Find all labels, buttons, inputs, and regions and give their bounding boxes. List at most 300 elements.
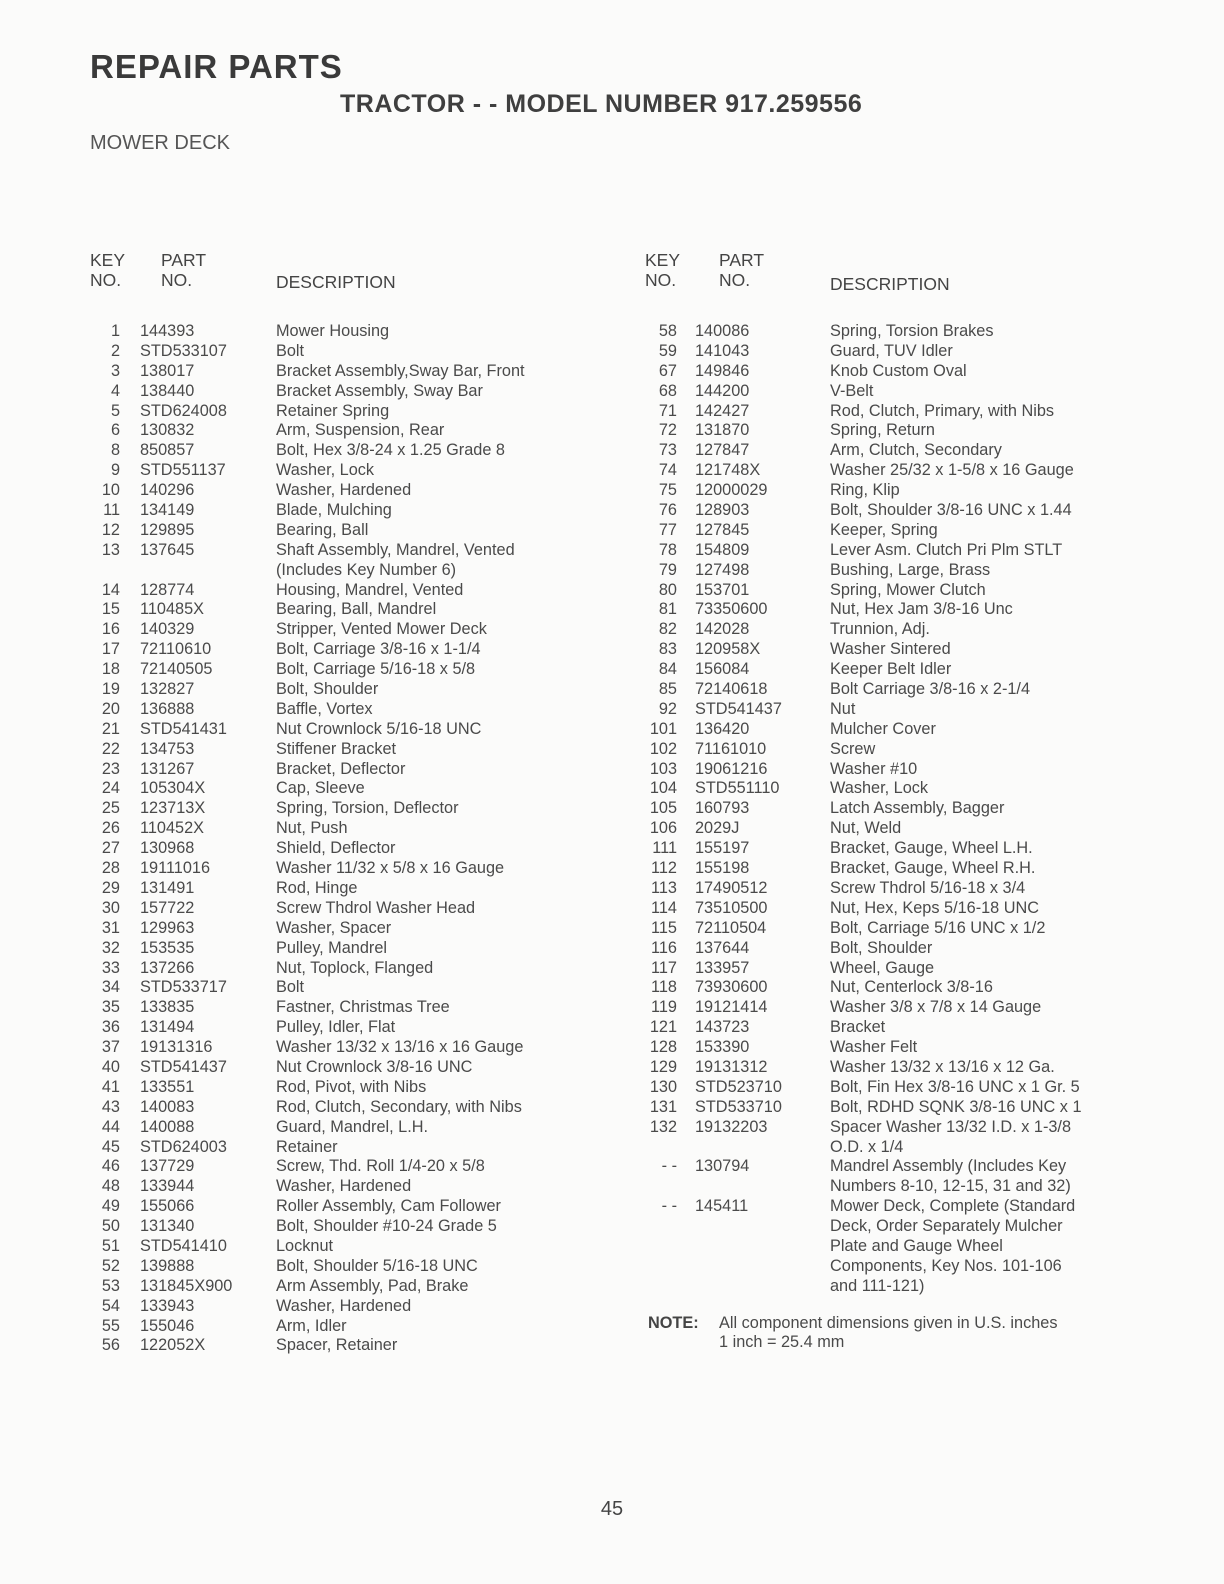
description-cell: Screw Thdrol 5/16-18 x 3/4 — [830, 878, 1026, 897]
table-row — [90, 1038, 590, 1058]
table-row — [645, 362, 1145, 382]
header-key-no: NO. — [90, 270, 122, 290]
key-no-cell: 72 — [658, 421, 677, 440]
key-no-cell: 80 — [658, 580, 677, 599]
description-cell: Pulley, Idler, Flat — [276, 1018, 396, 1037]
description-cell: Baffle, Vortex — [276, 699, 373, 718]
table-row — [90, 521, 590, 541]
description-cell: Nut, Hex, Keps 5/16-18 UNC — [830, 898, 1040, 917]
description-cell: Spring, Torsion, Deflector — [276, 799, 459, 818]
table-body — [645, 322, 1145, 1297]
table-row — [645, 1098, 1145, 1118]
key-no-cell: 52 — [101, 1256, 120, 1275]
key-no-cell: 132 — [649, 1117, 677, 1136]
key-no-cell: 71 — [658, 401, 677, 420]
part-no-cell: 157722 — [140, 898, 195, 917]
part-no-cell: 73510500 — [695, 898, 768, 917]
description-cell: Bolt, Shoulder #10-24 Grade 5 — [276, 1217, 497, 1236]
key-no-cell: 36 — [101, 1018, 120, 1037]
table-row — [645, 779, 1145, 799]
part-no-cell: 127847 — [695, 441, 750, 460]
key-no-cell: 92 — [658, 699, 677, 718]
part-no-cell: 137644 — [695, 938, 750, 957]
part-no-cell: 128774 — [140, 580, 195, 599]
description-cell: Roller Assembly, Cam Follower — [276, 1197, 501, 1216]
part-no-cell: 127845 — [695, 520, 750, 539]
table-row — [645, 640, 1145, 660]
table-row — [90, 581, 590, 601]
part-no-cell: 142028 — [695, 620, 750, 639]
part-no-cell: 131870 — [695, 421, 750, 440]
table-row — [645, 581, 1145, 601]
description-cell: Guard, TUV Idler — [830, 341, 953, 360]
header-part: PART — [719, 250, 765, 270]
table-row — [90, 839, 590, 859]
table-row — [90, 1297, 590, 1317]
part-no-cell: 140086 — [695, 322, 750, 340]
header-part-no: NO. — [719, 270, 751, 290]
description-cell: Washer Felt — [830, 1038, 918, 1057]
key-no-cell: 3 — [110, 361, 120, 380]
description-cell: Washer, Hardened — [276, 481, 412, 500]
key-no-cell: 103 — [649, 759, 677, 778]
part-no-cell: 19061216 — [695, 759, 768, 778]
part-no-cell: 133835 — [140, 998, 195, 1017]
parts-table-left — [90, 250, 590, 1356]
key-no-cell: 82 — [658, 620, 677, 639]
description-cell: Screw — [830, 739, 876, 758]
part-no-cell: 134753 — [140, 739, 195, 758]
part-no-cell: 137645 — [140, 540, 195, 559]
description-cell: Shield, Deflector — [276, 839, 396, 858]
key-no-cell: 5 — [110, 401, 120, 420]
header-key: KEY — [645, 250, 681, 270]
key-no-cell: 68 — [658, 381, 677, 400]
key-no-cell: 106 — [649, 819, 677, 838]
table-row — [90, 700, 590, 720]
table-row — [645, 1197, 1145, 1217]
part-no-cell: 123713X — [140, 799, 206, 818]
part-no-cell: 131494 — [140, 1018, 195, 1037]
part-no-cell: STD551137 — [140, 461, 226, 480]
table-row — [90, 1118, 590, 1138]
table-row — [645, 501, 1145, 521]
part-no-cell: 131491 — [140, 878, 195, 897]
part-no-cell: 140329 — [140, 620, 195, 639]
part-no-cell: 137729 — [140, 1157, 195, 1176]
dimension-note — [645, 1314, 1145, 1358]
key-no-cell: 130 — [649, 1077, 677, 1096]
table-row — [90, 441, 590, 461]
table-row — [90, 939, 590, 959]
part-no-cell: 19121414 — [695, 998, 768, 1017]
page-title: REPAIR PARTS — [90, 48, 343, 85]
table-row — [645, 1018, 1145, 1038]
table-row — [645, 541, 1145, 561]
part-no-cell: 145411 — [695, 1197, 749, 1216]
part-no-cell: 71161010 — [695, 739, 767, 758]
table-row — [645, 959, 1145, 979]
note-line-1: All component dimensions given in U.S. inches — [719, 1313, 1058, 1332]
part-no-cell: 73930600 — [695, 978, 768, 997]
table-row — [645, 342, 1145, 362]
key-no-cell: 77 — [658, 520, 677, 539]
table-row — [90, 541, 590, 561]
description-cell: Nut, Toplock, Flanged — [276, 958, 434, 977]
key-no-cell: 40 — [101, 1057, 120, 1076]
table-row — [90, 1197, 590, 1217]
key-no-cell: 101 — [649, 719, 677, 738]
description-cell: Bolt, Shoulder 5/16-18 UNC — [276, 1256, 478, 1275]
table-row — [645, 441, 1145, 461]
description-cell: Bracket, Gauge, Wheel L.H. — [830, 839, 1033, 858]
key-no-cell: 49 — [101, 1197, 120, 1216]
key-no-cell: 58 — [658, 322, 677, 340]
table-row — [645, 919, 1145, 939]
description-cell: Arm, Idler — [276, 1316, 347, 1335]
part-no-cell: 19131312 — [695, 1057, 768, 1076]
table-row — [90, 720, 590, 740]
description-cell: Washer 13/32 x 13/16 x 16 Gauge — [276, 1038, 524, 1057]
table-row — [90, 879, 590, 899]
table-row — [90, 959, 590, 979]
description-cell: Bushing, Large, Brass — [830, 560, 991, 579]
part-no-cell: 130968 — [140, 839, 195, 858]
description-cell: Mulcher Cover — [830, 719, 936, 738]
part-no-cell: 121748X — [695, 461, 761, 480]
key-no-cell: 46 — [101, 1157, 120, 1176]
table-row — [90, 1317, 590, 1337]
table-row — [90, 561, 590, 581]
description-cell: Spring, Return — [830, 421, 935, 440]
part-no-cell: STD533107 — [140, 341, 227, 360]
key-no-cell: 41 — [101, 1077, 120, 1096]
part-no-cell: 131267 — [140, 759, 195, 778]
part-no-cell: STD533710 — [695, 1097, 782, 1116]
section-heading: MOWER DECK — [90, 132, 230, 154]
part-no-cell: 137266 — [140, 958, 195, 977]
table-row — [645, 1177, 1145, 1197]
table-row — [90, 362, 590, 382]
table-row — [90, 421, 590, 441]
part-no-cell: STD541437 — [695, 699, 782, 718]
key-no-cell: 55 — [101, 1316, 120, 1335]
part-no-cell: 12000029 — [695, 481, 768, 500]
table-row — [645, 1058, 1145, 1078]
description-cell: O.D. x 1/4 — [830, 1137, 904, 1156]
key-no-cell: - - — [661, 1197, 677, 1216]
description-cell: Bolt, Shoulder — [830, 938, 933, 957]
key-no-cell: 1 — [110, 322, 120, 340]
part-no-cell: 136888 — [140, 699, 195, 718]
table-row — [645, 700, 1145, 720]
description-cell: Rod, Clutch, Secondary, with Nibs — [276, 1097, 522, 1116]
table-row — [645, 1277, 1145, 1297]
part-no-cell: 155197 — [695, 839, 750, 858]
part-no-cell: 153701 — [695, 580, 750, 599]
description-cell: Washer, Spacer — [276, 918, 392, 937]
key-no-cell: 33 — [101, 958, 120, 977]
key-no-cell: 20 — [101, 699, 120, 718]
table-row — [645, 978, 1145, 998]
description-cell: Mower Deck, Complete (Standard — [830, 1197, 1076, 1216]
description-cell: Washer 13/32 x 13/16 x 12 Ga. — [830, 1057, 1055, 1076]
table-row — [645, 1157, 1145, 1177]
key-no-cell: 34 — [101, 978, 120, 997]
header-part: PART — [161, 250, 207, 270]
description-cell: Wheel, Gauge — [830, 958, 935, 977]
description-cell: Bracket, Deflector — [276, 759, 406, 778]
table-row — [645, 481, 1145, 501]
part-no-cell: STD624003 — [140, 1137, 227, 1156]
part-no-cell: 105304X — [140, 779, 206, 798]
key-no-cell: 2 — [110, 341, 120, 360]
key-no-cell: 83 — [658, 640, 677, 659]
table-row — [90, 640, 590, 660]
table-row — [645, 1237, 1145, 1257]
page-number: 45 — [600, 1498, 624, 1520]
key-no-cell: 114 — [651, 898, 677, 917]
key-no-cell: 14 — [101, 580, 120, 599]
key-no-cell: 128 — [649, 1038, 677, 1057]
key-no-cell: 17 — [101, 640, 120, 659]
part-no-cell: 17490512 — [695, 878, 768, 897]
description-cell: Nut — [830, 699, 856, 718]
key-no-cell: 27 — [101, 839, 120, 858]
key-no-cell: 10 — [101, 481, 120, 500]
key-no-cell: 116 — [651, 938, 677, 957]
part-no-cell: 72140505 — [140, 660, 213, 679]
part-no-cell: 133551 — [140, 1077, 195, 1096]
key-no-cell: 56 — [101, 1336, 120, 1355]
model-subtitle: TRACTOR - - MODEL NUMBER 917.259556 — [340, 90, 863, 118]
table-row — [90, 402, 590, 422]
description-cell: Spring, Mower Clutch — [830, 580, 986, 599]
key-no-cell: 31 — [101, 918, 120, 937]
description-cell: Nut, Centerlock 3/8-16 — [830, 978, 993, 997]
key-no-cell: 29 — [101, 878, 120, 897]
part-no-cell: 134149 — [140, 501, 195, 520]
table-row — [90, 1157, 590, 1177]
table-row — [90, 1098, 590, 1118]
part-no-cell: 850857 — [140, 441, 195, 460]
description-cell: Keeper Belt Idler — [830, 660, 952, 679]
table-row — [90, 1018, 590, 1038]
key-no-cell: 118 — [651, 978, 677, 997]
description-cell: Screw Thdrol Washer Head — [276, 898, 476, 917]
table-row — [90, 1237, 590, 1257]
part-no-cell: 155046 — [140, 1316, 195, 1335]
part-no-cell: 132827 — [140, 680, 195, 699]
table-row — [90, 660, 590, 680]
description-cell: Washer, Hardened — [276, 1177, 412, 1196]
table-row — [645, 939, 1145, 959]
description-cell: Shaft Assembly, Mandrel, Vented — [276, 540, 515, 559]
table-row — [90, 819, 590, 839]
description-cell: Washer, Lock — [830, 779, 929, 798]
part-no-cell: 128903 — [695, 501, 750, 520]
part-no-cell: 72140618 — [695, 680, 768, 699]
description-cell: Rod, Clutch, Primary, with Nibs — [830, 401, 1055, 420]
description-cell: Washer Sintered — [830, 640, 951, 659]
key-no-cell: 67 — [658, 361, 677, 380]
key-no-cell: 15 — [101, 600, 120, 619]
table-row — [90, 1336, 590, 1356]
key-no-cell: 18 — [101, 660, 120, 679]
part-no-cell: 140083 — [140, 1097, 195, 1116]
key-no-cell: 73 — [658, 441, 677, 460]
description-cell: Guard, Mandrel, L.H. — [276, 1117, 429, 1136]
description-cell: Nut, Push — [276, 819, 348, 838]
description-cell: Knob Custom Oval — [830, 361, 967, 380]
description-cell: Washer 3/8 x 7/8 x 14 Gauge — [830, 998, 1042, 1017]
description-cell: Nut Crownlock 3/8-16 UNC — [276, 1057, 473, 1076]
key-no-cell: 76 — [658, 501, 677, 520]
header-part-no: NO. — [161, 270, 193, 290]
table-row — [645, 998, 1145, 1018]
description-cell: Fastner, Christmas Tree — [276, 998, 450, 1017]
key-no-cell: 25 — [101, 799, 120, 818]
part-no-cell: 19132203 — [695, 1117, 768, 1136]
table-row — [90, 1078, 590, 1098]
part-no-cell: 72110610 — [140, 640, 212, 659]
key-no-cell: - - — [661, 1157, 677, 1176]
table-row — [645, 680, 1145, 700]
table-row — [90, 1277, 590, 1297]
table-body — [90, 322, 590, 1356]
description-cell: Trunnion, Adj. — [830, 620, 930, 639]
part-no-cell: STD533717 — [140, 978, 227, 997]
description-cell: Bolt, Carriage 5/16-18 x 5/8 — [276, 660, 476, 679]
key-no-cell: 119 — [651, 998, 677, 1017]
table-row — [90, 919, 590, 939]
part-no-cell: 160793 — [695, 799, 750, 818]
table-row — [90, 740, 590, 760]
table-row — [645, 600, 1145, 620]
key-no-cell: 28 — [101, 859, 120, 878]
part-no-cell: STD541410 — [140, 1236, 227, 1255]
table-row — [90, 1138, 590, 1158]
key-no-cell: 131 — [649, 1097, 677, 1116]
table-row — [645, 322, 1145, 342]
table-row — [645, 819, 1145, 839]
table-row — [645, 461, 1145, 481]
part-no-cell: 130832 — [140, 421, 195, 440]
table-header — [645, 250, 1145, 322]
description-cell: Spacer, Retainer — [276, 1336, 398, 1355]
part-no-cell: 129895 — [140, 520, 195, 539]
description-cell: Bolt, Carriage 3/8-16 x 1-1/4 — [276, 640, 481, 659]
description-cell: Pulley, Mandrel — [276, 938, 388, 957]
key-no-cell: 4 — [110, 381, 120, 400]
description-cell: Nut, Weld — [830, 819, 902, 838]
table-row — [90, 1177, 590, 1197]
description-cell: Bolt — [276, 978, 305, 997]
key-no-cell: 22 — [101, 739, 120, 758]
key-no-cell: 104 — [649, 779, 677, 798]
part-no-cell: 155066 — [140, 1197, 195, 1216]
part-no-cell: 140296 — [140, 481, 195, 500]
key-no-cell: 105 — [649, 799, 677, 818]
part-no-cell: 153390 — [695, 1038, 750, 1057]
header-key: KEY — [90, 250, 126, 270]
table-row — [645, 1257, 1145, 1277]
key-no-cell: 21 — [101, 719, 120, 738]
table-row — [645, 561, 1145, 581]
key-no-cell: 32 — [101, 938, 120, 957]
part-no-cell: 144393 — [140, 322, 195, 340]
description-cell: Plate and Gauge Wheel — [830, 1236, 1003, 1255]
key-no-cell: 12 — [101, 520, 120, 539]
description-cell: Stripper, Vented Mower Deck — [276, 620, 487, 639]
table-row — [90, 600, 590, 620]
description-cell: Bearing, Ball, Mandrel — [276, 600, 437, 619]
part-no-cell: STD541431 — [140, 719, 227, 738]
description-cell: Components, Key Nos. 101-106 — [830, 1256, 1062, 1275]
table-row — [90, 501, 590, 521]
description-cell: Cap, Sleeve — [276, 779, 365, 798]
part-no-cell: 143723 — [695, 1018, 750, 1037]
description-cell: Washer #10 — [830, 759, 918, 778]
description-cell: Ring, Klip — [830, 481, 900, 500]
table-row — [645, 899, 1145, 919]
key-no-cell: 121 — [649, 1018, 677, 1037]
description-cell: Rod, Hinge — [276, 878, 358, 897]
key-no-cell: 50 — [101, 1217, 120, 1236]
key-no-cell: 59 — [658, 341, 677, 360]
part-no-cell: 136420 — [695, 719, 750, 738]
table-row — [90, 998, 590, 1018]
table-row — [645, 879, 1145, 899]
key-no-cell: 102 — [649, 739, 677, 758]
key-no-cell: 51 — [101, 1236, 120, 1255]
table-row — [90, 382, 590, 402]
description-cell: Washer, Lock — [276, 461, 375, 480]
part-no-cell: 19111016 — [140, 859, 211, 878]
table-row — [90, 799, 590, 819]
key-no-cell: 84 — [658, 660, 677, 679]
description-cell: Bolt, Hex 3/8-24 x 1.25 Grade 8 — [276, 441, 505, 460]
key-no-cell: 48 — [101, 1177, 120, 1196]
key-no-cell: 85 — [658, 680, 677, 699]
description-cell: Bolt, Fin Hex 3/8-16 UNC x 1 Gr. 5 — [830, 1077, 1080, 1096]
table-row — [645, 1217, 1145, 1237]
part-no-cell: 156084 — [695, 660, 750, 679]
part-no-cell: 130794 — [695, 1157, 750, 1176]
part-no-cell: 129963 — [140, 918, 195, 937]
key-no-cell: 13 — [101, 540, 120, 559]
description-cell: Mandrel Assembly (Includes Key — [830, 1157, 1067, 1176]
description-cell: Bracket, Gauge, Wheel R.H. — [830, 859, 1036, 878]
part-no-cell: 144200 — [695, 381, 750, 400]
part-no-cell: 138440 — [140, 381, 195, 400]
key-no-cell: 115 — [651, 918, 677, 937]
description-cell: Blade, Mulching — [276, 501, 392, 520]
key-no-cell: 112 — [651, 859, 677, 878]
table-row — [645, 620, 1145, 640]
key-no-cell: 35 — [101, 998, 120, 1017]
table-row — [645, 1038, 1145, 1058]
table-row — [645, 382, 1145, 402]
table-row — [90, 1058, 590, 1078]
description-cell: Deck, Order Separately Mulcher — [830, 1217, 1063, 1236]
key-no-cell: 43 — [101, 1097, 120, 1116]
description-cell: Numbers 8-10, 12-15, 31 and 32) — [830, 1177, 1071, 1196]
description-cell: Bracket — [830, 1018, 886, 1037]
description-cell: Keeper, Spring — [830, 520, 938, 539]
description-cell: and 111-121) — [830, 1276, 925, 1295]
part-no-cell: 73350600 — [695, 600, 768, 619]
